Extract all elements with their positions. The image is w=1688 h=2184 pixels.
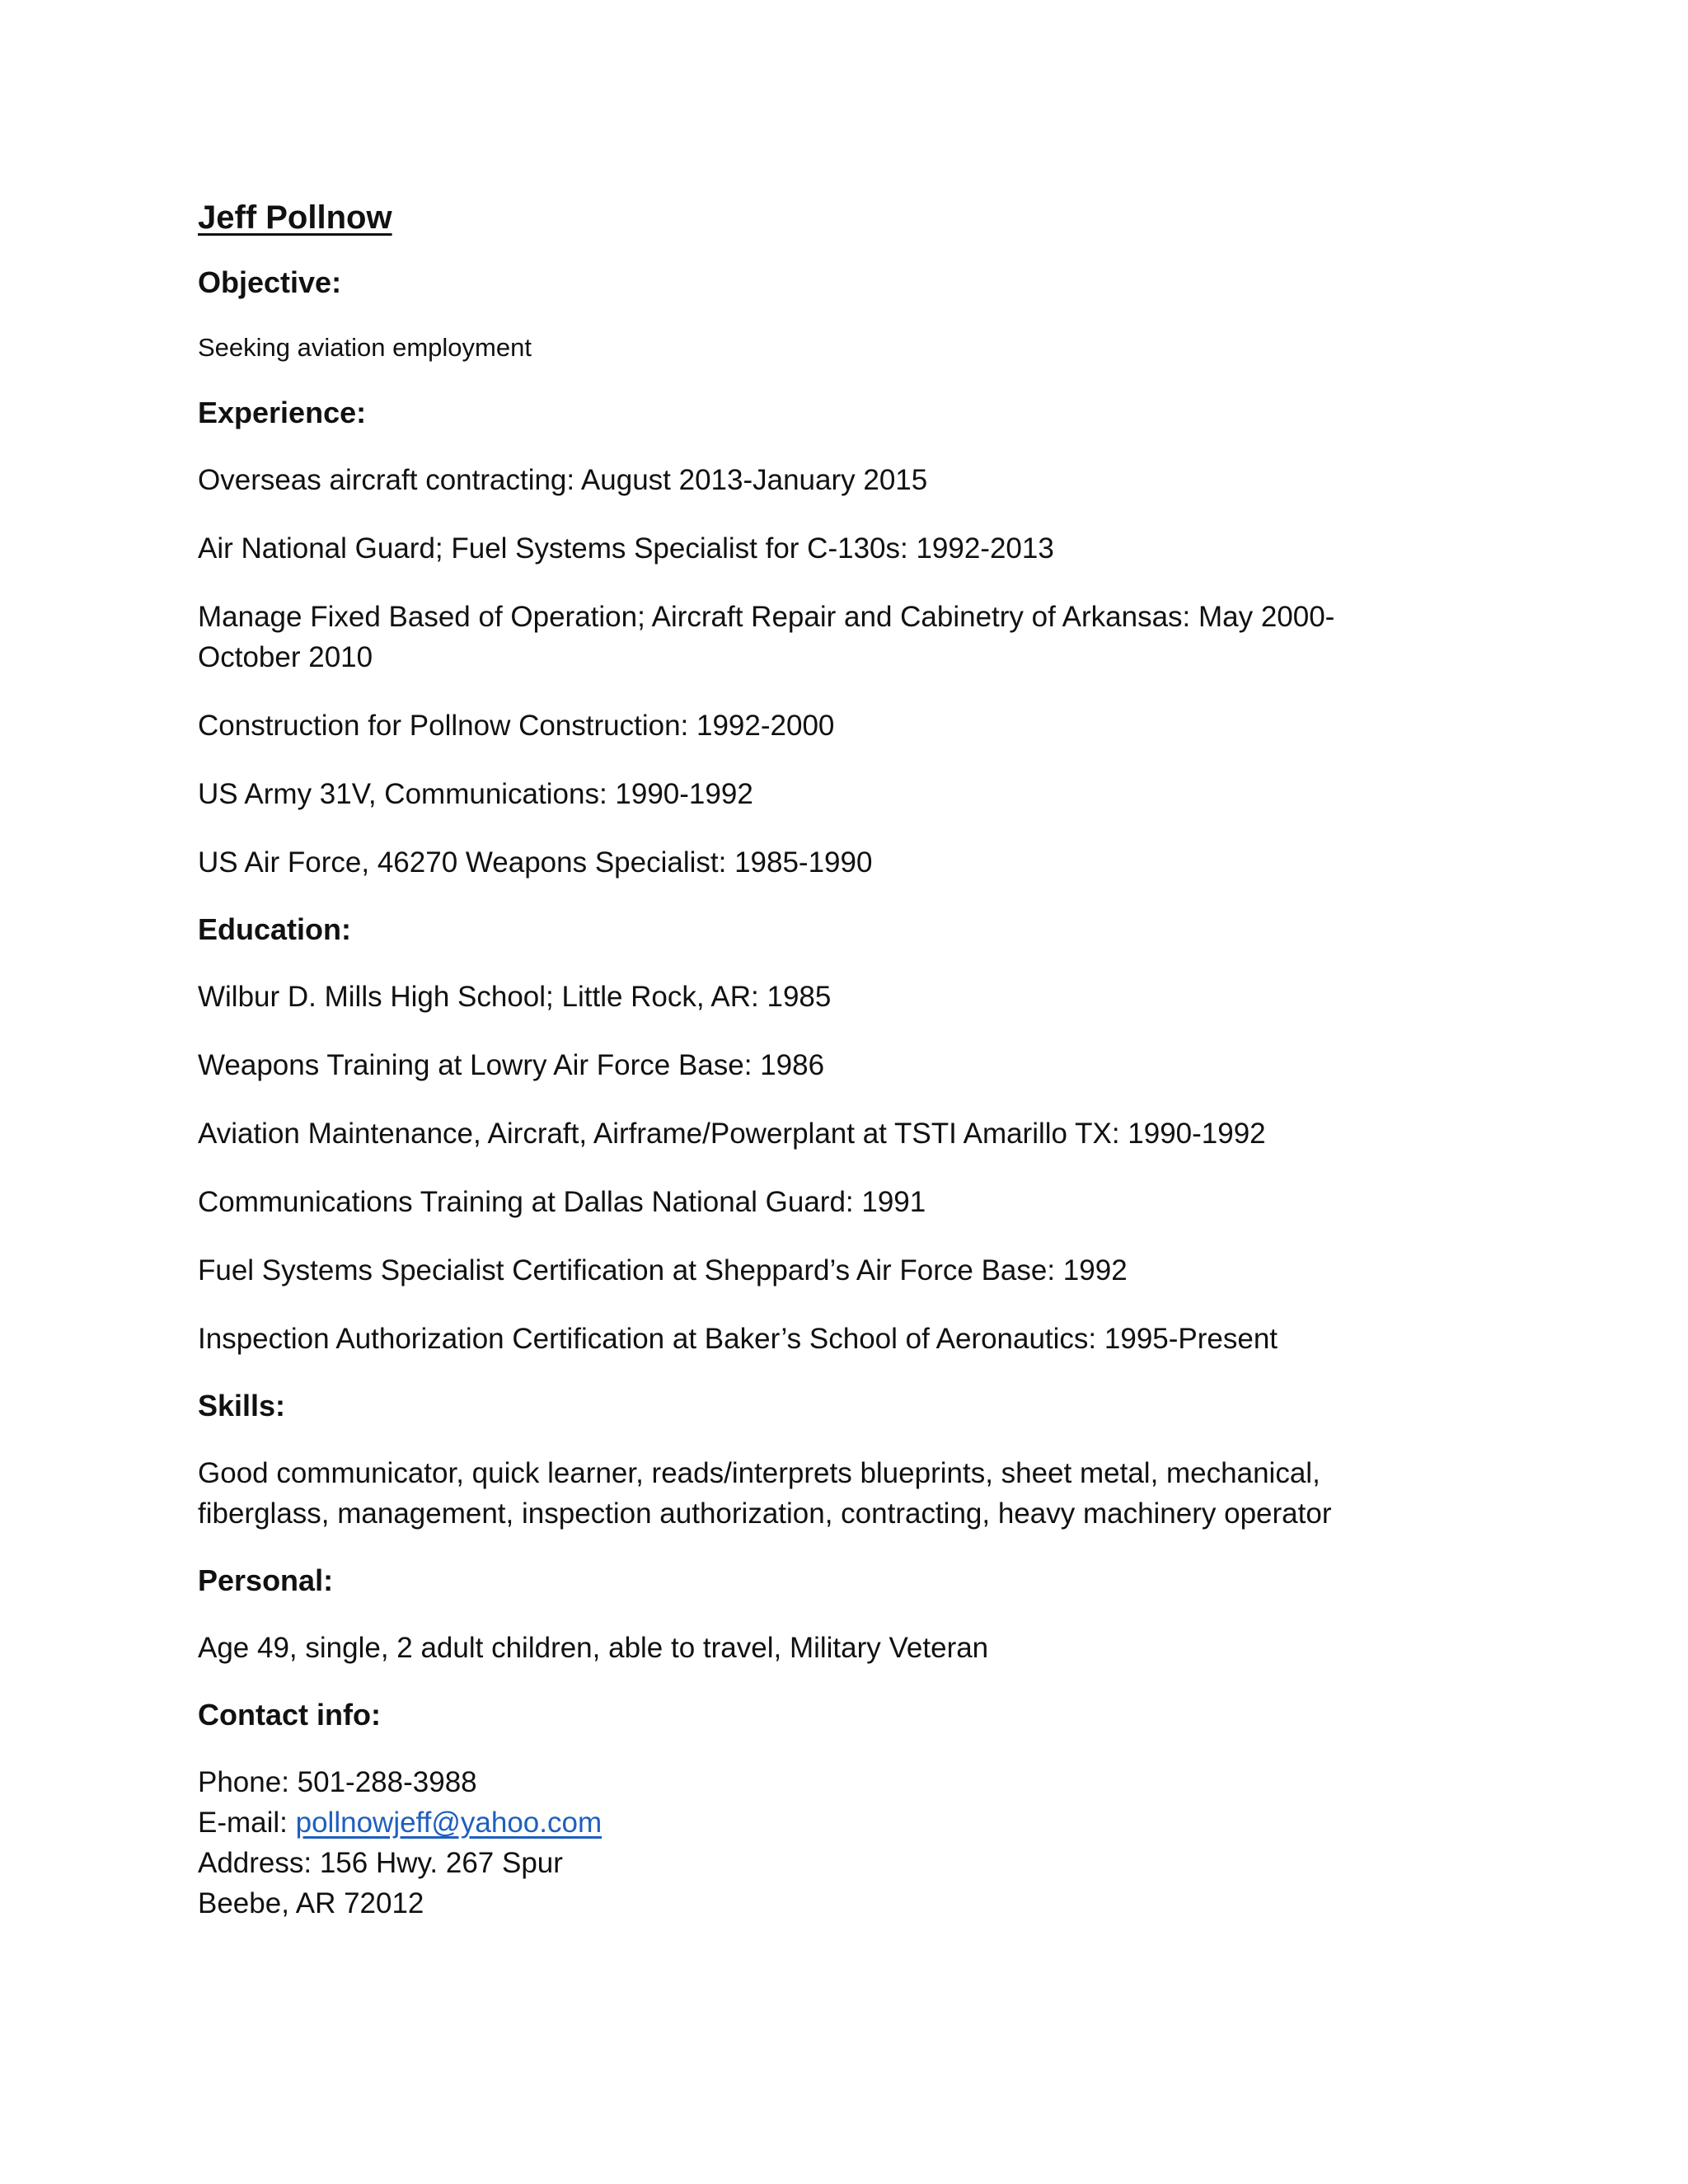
resume-document [198, 196, 1451, 1924]
contact-block [198, 1762, 1451, 1924]
contact-address: Address: 156 Hwy. 267 Spur [198, 1847, 563, 1879]
education-item: Fuel Systems Specialist Certification at Sheppard’s Air Force Base: 1992 [198, 1254, 1128, 1286]
education-item: Wilbur D. Mills High School; Little Rock, AR: 1985 [198, 981, 832, 1013]
resume-name: Jeff Pollnow [198, 199, 392, 236]
education-item: Communications Training at Dallas National Guard: 1991 [198, 1186, 926, 1218]
experience-item: US Air Force, 46270 Weapons Specialist: 1985-1990 [198, 846, 873, 879]
experience-item: US Army 31V, Communications: 1990-1992 [198, 778, 753, 810]
contact-city: Beebe, AR 72012 [198, 1887, 424, 1919]
personal-text: Age 49, single, 2 adult children, able to travel, Military Veteran [198, 1632, 989, 1664]
objective-heading: Objective: [198, 265, 342, 299]
skills-text: Good communicator, quick learner, reads/interprets blueprints, sheet metal, mechanical, fiberglass, management, inspection authorization, contracting, heavy machinery operator [198, 1457, 1332, 1530]
objective-text: Seeking aviation employment [198, 333, 532, 362]
experience-heading: Experience: [198, 396, 367, 429]
experience-item: Manage Fixed Based of Operation; Aircraft Repair and Cabinetry of Arkansas: May 2000-October 2010 [198, 601, 1335, 673]
contact-email-label: E-mail: [198, 1807, 296, 1839]
education-item: Aviation Maintenance, Aircraft, Airframe/Powerplant at TSTI Amarillo TX: 1990-1992 [198, 1118, 1266, 1150]
experience-item: Construction for Pollnow Construction: 1992-2000 [198, 710, 835, 742]
experience-item: Air National Guard; Fuel Systems Specialist for C-130s: 1992-2013 [198, 532, 1054, 565]
experience-item: Overseas aircraft contracting: August 2013-January 2015 [198, 464, 928, 496]
contact-phone: Phone: 501-288-3988 [198, 1766, 477, 1798]
email-link[interactable]: pollnowjeff@yahoo.com [295, 1807, 603, 1839]
education-item: Inspection Authorization Certification at Baker’s School of Aeronautics: 1995-Present [198, 1323, 1278, 1355]
skills-heading: Skills: [198, 1389, 286, 1422]
education-heading: Education: [198, 912, 351, 946]
education-item: Weapons Training at Lowry Air Force Base: 1986 [198, 1049, 825, 1081]
personal-heading: Personal: [198, 1563, 334, 1597]
contact-heading: Contact info: [198, 1698, 381, 1732]
contact-email-line [198, 1802, 1451, 1843]
